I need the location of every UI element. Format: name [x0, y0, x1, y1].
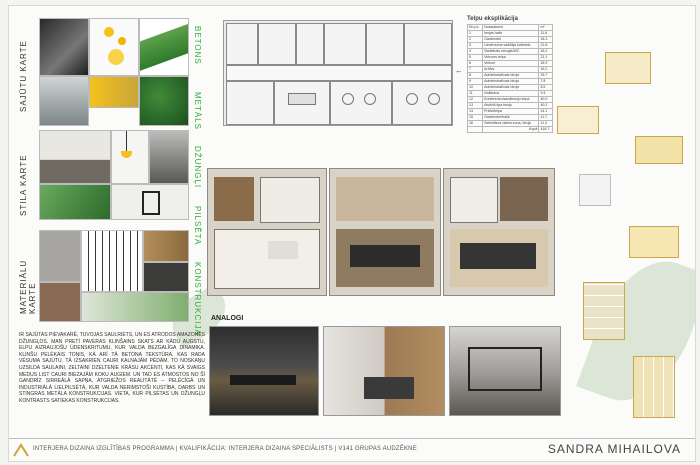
keyword-pilseta: PILSĒTA	[193, 206, 202, 246]
table-row: 3 Uzņēmuma vadītāja kabinets 21.8	[468, 43, 553, 49]
mood-board	[39, 18, 189, 324]
keyword-dzungli: DŽUNGĻI	[193, 146, 202, 189]
mood-image-living	[39, 130, 111, 184]
table-row: 2 Garderobe 18.3	[468, 37, 553, 43]
label-stila-karte: STILA KARTE	[19, 154, 28, 216]
keyword-konstrukcija: KONSTRUKCIJA	[193, 262, 202, 336]
spec-title: Telpu eksplikācija	[467, 16, 518, 22]
table-row: 14 Priekštelpa 14.1	[468, 109, 553, 115]
shelving-sketch	[633, 356, 675, 418]
mood-image-corridor	[39, 18, 89, 76]
analogs-title: ANALOGI	[211, 315, 244, 322]
table-row: 15 Garderobe/halle 11.7	[468, 115, 553, 121]
table-row: 10 Administratīvais birojs 8.5	[468, 85, 553, 91]
presentation-sheet	[8, 5, 696, 462]
table-row: 6 Virtuve 18.9	[468, 61, 553, 67]
table-row: 12 Konferenču/sanāksmju telpa 40.0	[468, 97, 553, 103]
footer	[9, 438, 695, 461]
material-dark-panel	[143, 262, 189, 292]
room-specification	[467, 16, 553, 133]
material-wood	[143, 230, 189, 262]
furniture-sketch	[635, 136, 683, 164]
label-materialu-karte: MATERIĀLU KARTE	[19, 259, 37, 314]
furniture-sketch	[605, 52, 651, 84]
table-header: Nr.p.k. Nosaukums m²	[468, 25, 553, 31]
table-row: 8 Administratīvais birojs 33.7	[468, 73, 553, 79]
analog-photo-office	[449, 326, 561, 416]
furniture-sketch	[629, 226, 679, 258]
render-3d-middle	[329, 168, 441, 296]
mood-image-chair	[111, 184, 189, 220]
spec-table	[467, 24, 553, 133]
render-3d-left	[207, 168, 327, 296]
mood-image-mountain	[39, 76, 89, 126]
floor-plan	[223, 20, 453, 126]
analog-photo-reception	[323, 326, 445, 416]
label-sajutu-karte: SAJŪTU KARTE	[19, 40, 28, 112]
author-name: SANDRA MIHAILOVA	[547, 442, 681, 456]
material-plant	[81, 292, 189, 322]
mood-image-jungle	[139, 76, 189, 126]
mood-image-office	[149, 130, 189, 184]
table-row: 13 Atvērtā tipa birojs 40.2	[468, 103, 553, 109]
arrow-icon: ←	[455, 66, 463, 75]
mood-image-plants	[139, 18, 189, 76]
table-row: 4 Sanitārais mezgls/WC 18.2	[468, 49, 553, 55]
keyword-betons: BETONS	[193, 26, 202, 65]
analog-photo-conference	[209, 326, 319, 416]
furniture-sketch	[579, 174, 611, 206]
logo-mark-icon	[13, 443, 29, 457]
material-brick	[39, 282, 81, 322]
mood-image-lamp	[111, 130, 149, 184]
material-concrete	[39, 230, 81, 282]
furniture-sketch	[557, 106, 599, 134]
table-row: 16 Sekretāres darba zona, birojs 11.2	[468, 121, 553, 127]
material-metal-grid	[81, 230, 143, 292]
concept-description: IR SAJŪTAS PIEVAKARĒ, TUVOJAS SAULRIETS, UN ES ATRODOS AMAZONES DŽUNGĻOS. MAN PRETĪ PAVERAS KLINŠAINS SKATS AR KĀDU AUGSTU, ELPU AIZRAUJOŠU ŪDENSKRITUMU, KUR VALDA BEZGALĪGA DINAMIKA. KLINŠU PELĒKAIS TOŅIS, KĀ ARĪ TĀ BETONA TEKSTŪRA, KAS RADA VĒSUMA SAJŪTU. TĀ IZSAKRIEN CAURI KALNAJĀM PĒDĀM. TO NOSKAŅU UZSILDA SAULAINI, ZELTAINI DZELTENIE KRĀSU AKCENTI, KAS KĀ SVAIGS MEDUS LIST CAURI BIEZAJĀM KOKU AUGIEM. UN TAD ES ATMOSTOS NO ŠĪ GANDRĪZ SIRREĀLĀ SAPŅA, ATGRIEŽOS REALITĀTĒ – PELĒCĪGĀ UN INDUSTRIĀLĀ LIELPILSĒTĀ, KUR VALDA NERIMSTOŠI KUSTĪBA, DARBS UN STINGRAS METĀLA KONSTRUKCIJAS. VIETA, KUR PILSĒTAS UN DŽUNGĻU KONTRASTS SATIEKAS KONSTRUKCIJAS.	[19, 332, 205, 404]
table-row: 1 Ieejas halle 11.6	[468, 31, 553, 37]
keyword-metals: METĀLS	[193, 92, 202, 131]
table-total: Kopā 416.7	[468, 127, 553, 133]
shelving-sketch	[583, 282, 625, 340]
table-row: 11 Noliktava 9.4	[468, 91, 553, 97]
mood-image-lights	[89, 18, 139, 76]
render-3d-right	[443, 168, 555, 296]
programme-line: INTERJERA DIZAINA IZGLĪTĪBAS PROGRAMMA | KVALIFIKĀCIJA: INTERJERA DIZAINA SPECIĀLISTS | V141 GRUPAS AUDZĒKNE	[33, 446, 417, 452]
table-row: 7 Arhīvs 18.2	[468, 67, 553, 73]
mood-image-greenery	[39, 184, 111, 220]
table-row: 9 Administratīvais birojs 7.8	[468, 79, 553, 85]
table-row: 5 Virtuves telpa 21.1	[468, 55, 553, 61]
mood-image-yellow-texture	[89, 76, 139, 108]
